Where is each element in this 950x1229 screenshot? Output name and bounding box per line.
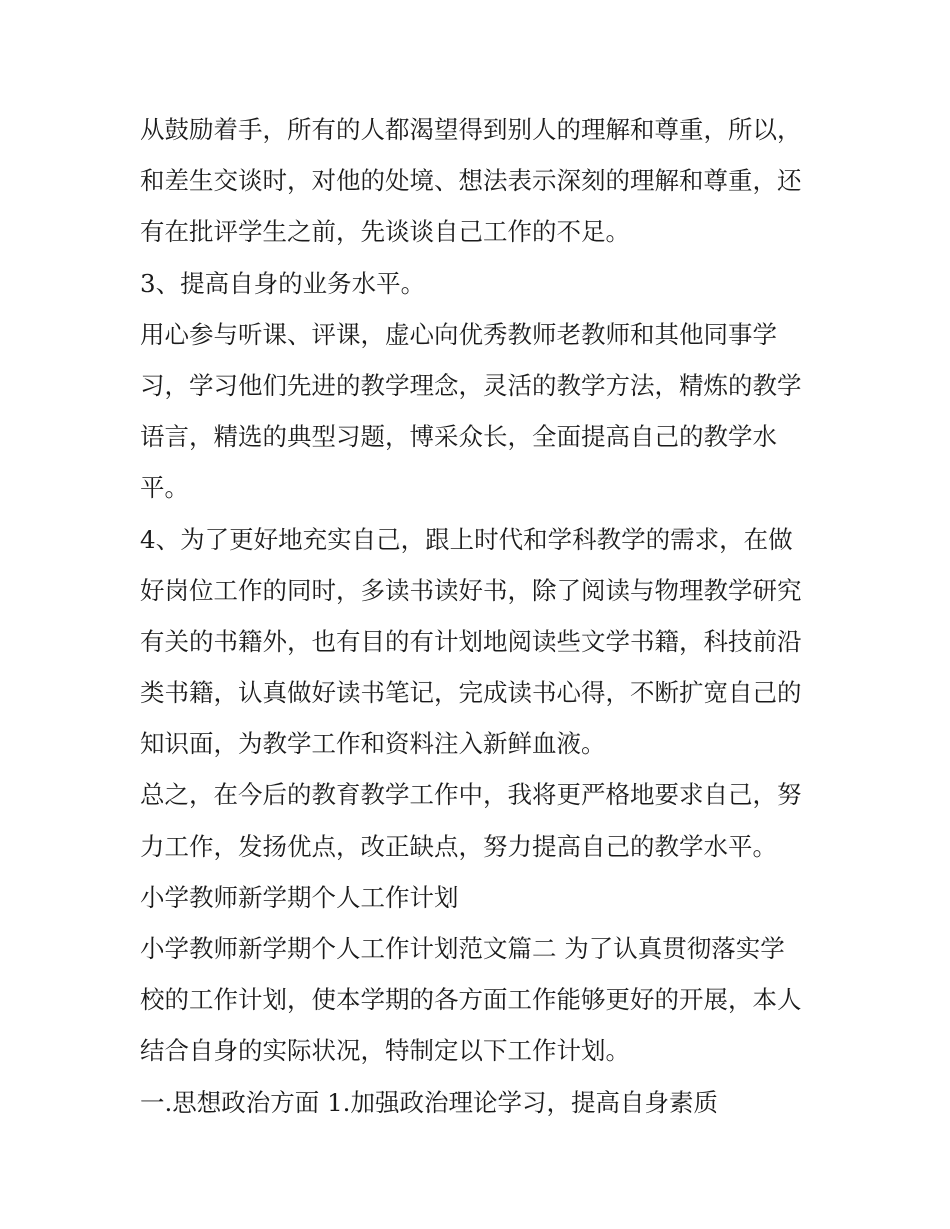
text-line: 习，学习他们先进的教学理念，灵活的教学方法，精炼的教学: [140, 370, 802, 400]
paragraph-political-section: [140, 1077, 820, 1128]
text-line: 小学教师新学期个人工作计划: [140, 882, 459, 912]
text-line: 小学教师新学期个人工作计划范文篇二 为了认真贯彻落实学: [140, 934, 785, 963]
text-line: 校的工作计划，使本学期的各方面工作能够更好的开展，本人: [140, 985, 802, 1015]
text-line: 和差生交谈时，对他的处境、想法表示深刻的理解和尊重，还: [140, 166, 802, 196]
text-line: 语言，精选的典型习题，博采众长，全面提高自己的教学水: [140, 422, 777, 452]
document-body: [140, 104, 820, 1128]
text-line: 好岗位工作的同时，多读书读好书，除了阅读与物理教学研究: [140, 575, 802, 605]
text-line: 知识面，为教学工作和资料注入新鲜血液。: [140, 729, 606, 759]
text-line: 一.思想政治方面 1.加强政治理论学习，提高自身素质: [140, 1087, 718, 1117]
paragraph-encouragement: [140, 104, 820, 258]
paragraph-item-3-heading: [140, 258, 820, 309]
paragraph-item-4-reading: [140, 514, 820, 770]
paragraph-plan-intro: [140, 923, 820, 1077]
text-line: 有在批评学生之前，先谈谈自己工作的不足。: [140, 217, 630, 247]
text-line: 用心参与听课、评课，虚心向优秀教师老教师和其他同事学: [140, 319, 777, 349]
text-line: 从鼓励着手，所有的人都渴望得到别人的理解和尊重，所以，: [140, 115, 802, 144]
text-line: 结合自身的实际状况，特制定以下工作计划。: [140, 1036, 630, 1066]
text-line: 4、为了更好地充实自己，跟上时代和学科教学的需求，在做: [140, 524, 793, 554]
text-line: 有关的书籍外，也有目的有计划地阅读些文学书籍，科技前沿: [140, 626, 802, 656]
paragraph-summary: [140, 769, 820, 871]
text-line: 3、提高自身的业务水平。: [140, 268, 426, 298]
text-line: 类书籍，认真做好读书笔记，完成读书心得，不断扩宽自己的: [140, 678, 802, 708]
text-line: 力工作，发扬优点，改正缺点，努力提高自己的教学水平。: [140, 831, 777, 861]
text-line: 平。: [140, 473, 189, 503]
paragraph-lesson-observation: [140, 309, 820, 514]
text-line: 总之，在今后的教育教学工作中，我将更严格地要求自己，努: [140, 780, 802, 810]
section-title: [140, 872, 820, 923]
